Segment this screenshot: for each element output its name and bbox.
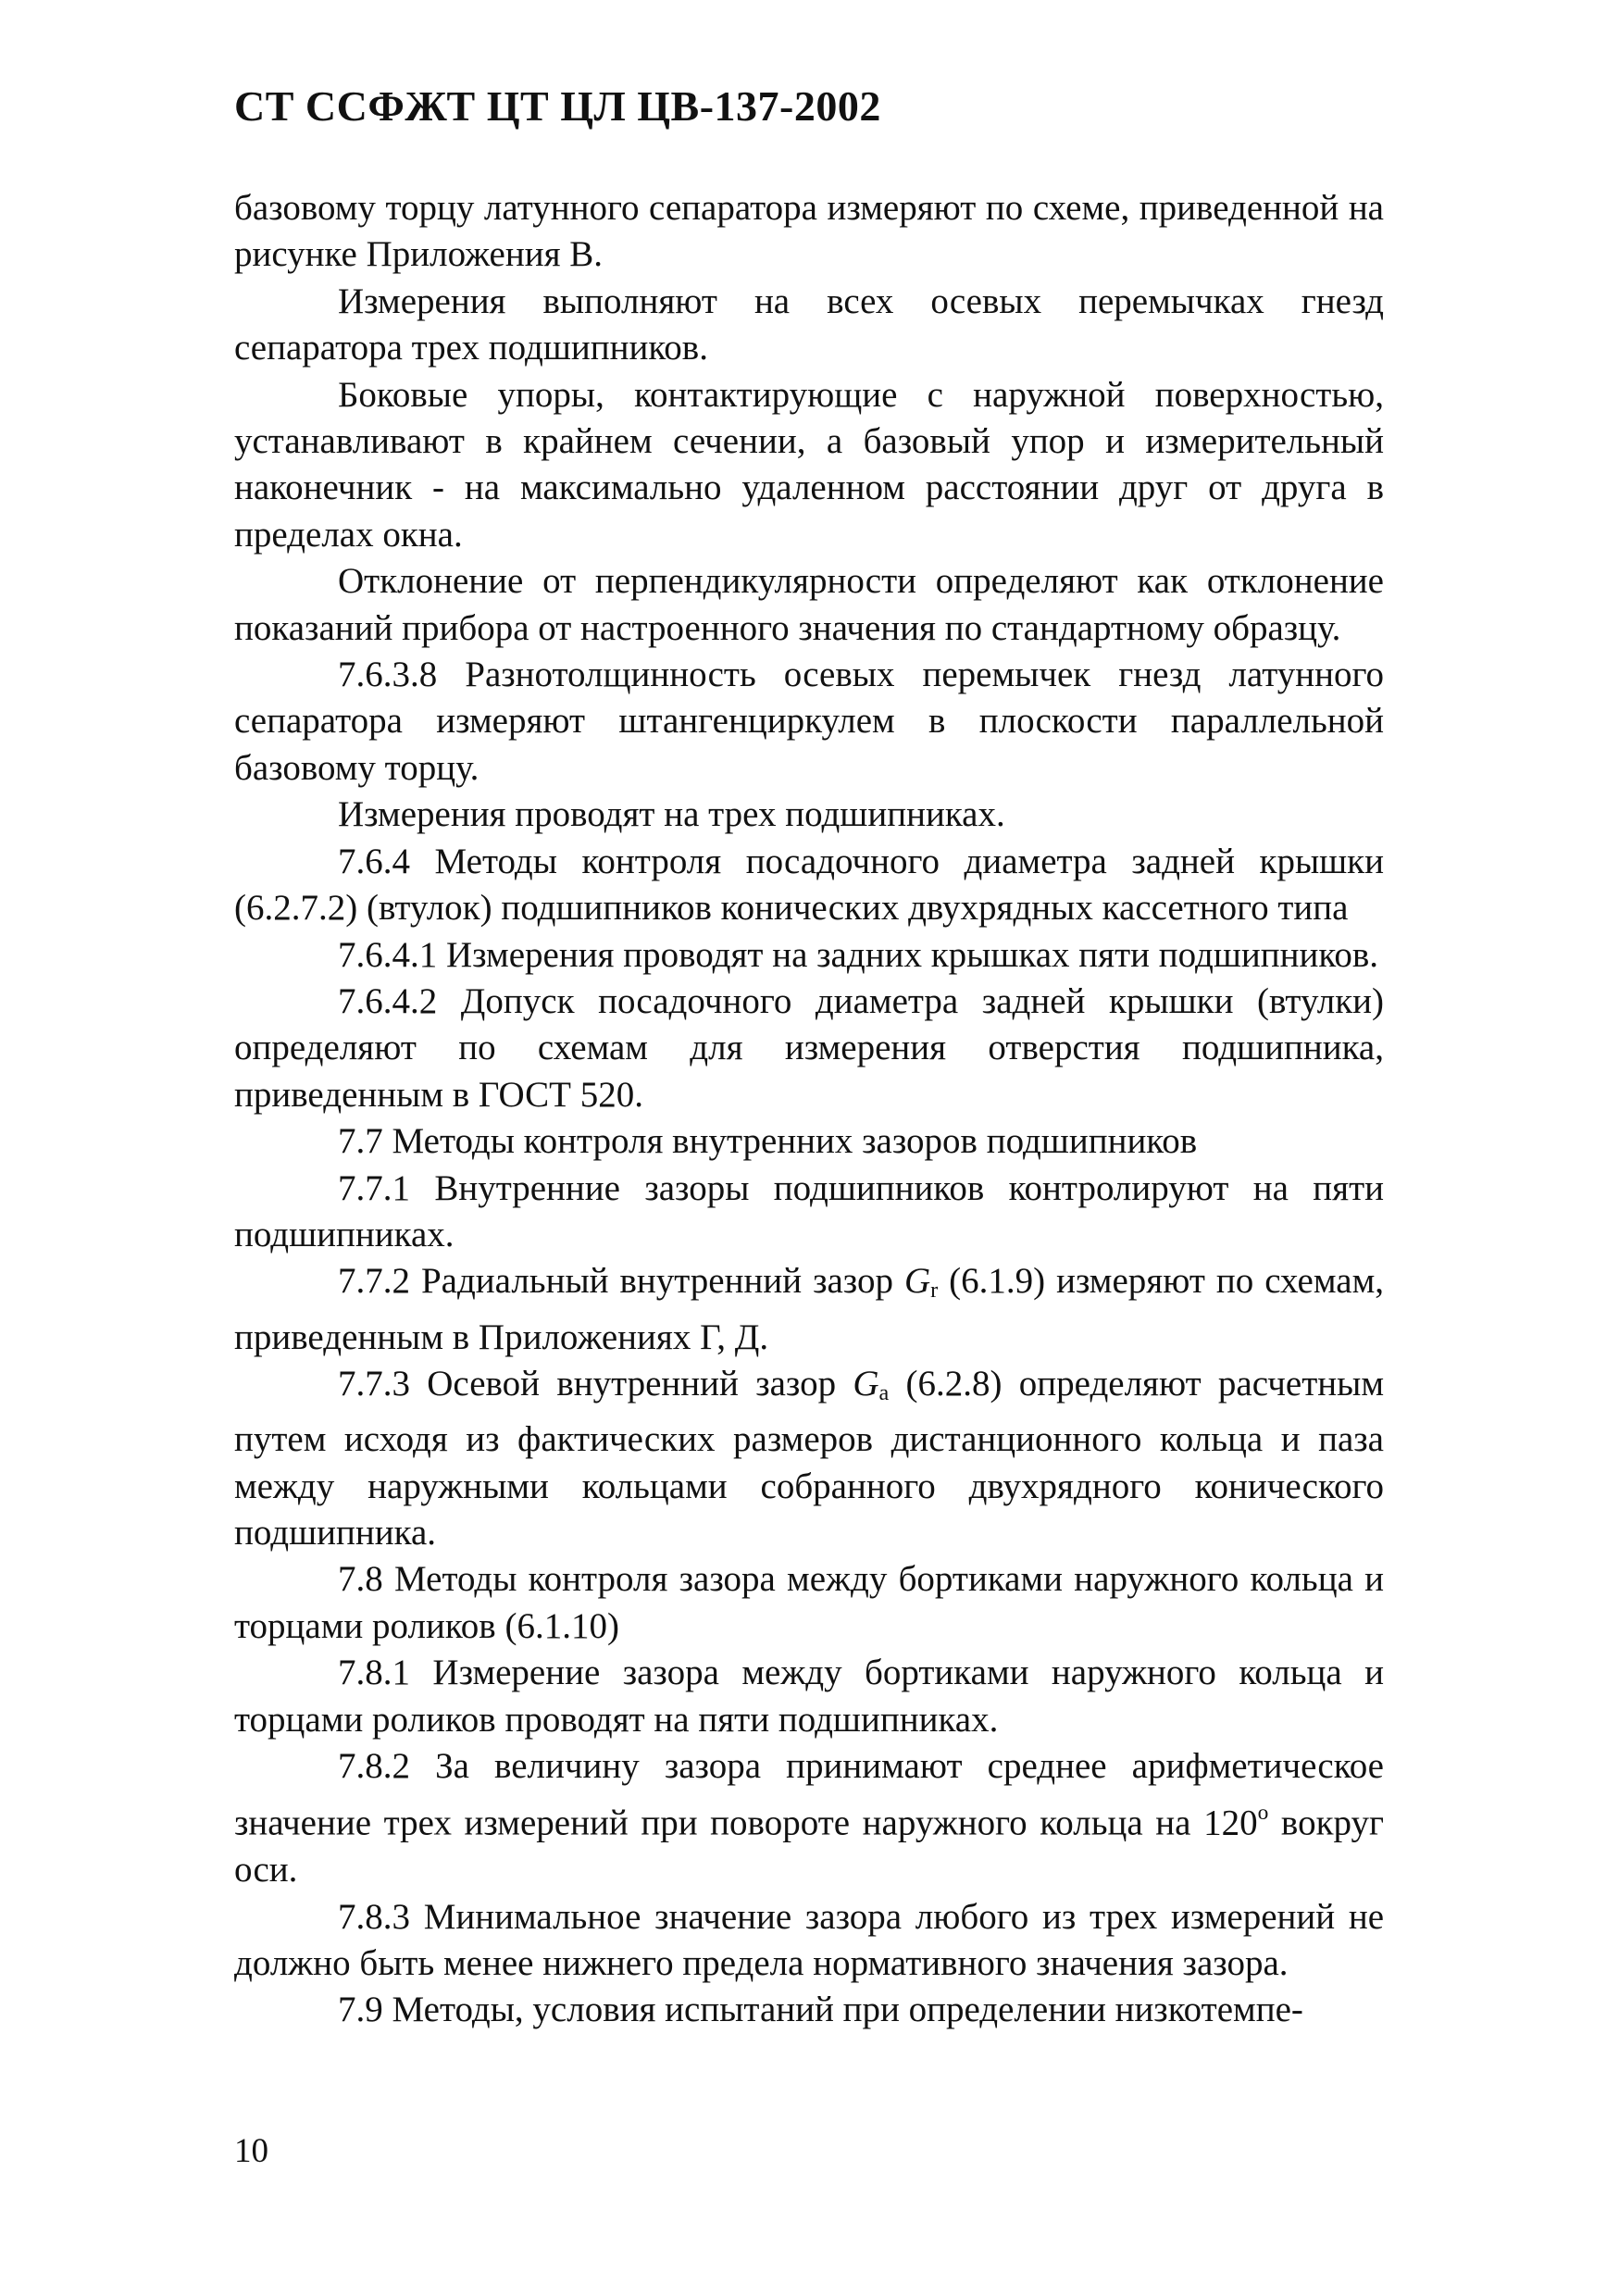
text-run: (6.2.8) определяют расчетным путем исходя из фактических размеров дистанционного кольца и паза между наружными кольцами собранного двухрядного конического подшипника. <box>234 1363 1384 1554</box>
paragraph-7-7-3 <box>234 1361 1384 1556</box>
paragraph-7-9: 7.9 Методы, условия испытаний при определении низкотемпе- <box>338 1990 1303 2030</box>
paragraph-7-6-3-8: 7.6.3.8 Разнотолщинность осевых перемычек гнезд латунного сепаратора измеряют штангенциркулем в плоскости параллельной базовому торцу. <box>234 655 1384 788</box>
paragraph-7-6-4-2: 7.6.4.2 Допуск посадочного диаметра задней крышки (втулки) определяют по схемам для измерения отверстия подшипника, приведенным в ГОСТ 520. <box>234 980 1384 1115</box>
paragraph-7-6-4: 7.6.4 Методы контроля посадочного диаметра задней крышки (6.2.7.2) (втулок) подшипников конических двухрядных кассетного типа <box>234 841 1384 929</box>
paragraph-7-8-1: 7.8.1 Измерение зазора между бортиками наружного кольца и торцами роликов проводят на пяти подшипниках. <box>234 1653 1384 1740</box>
paragraph: Отклонение от перпендикулярности определяют как отклонение показаний прибора от настроенного значения по стандартному образцу. <box>234 561 1384 648</box>
text-run: 7.8.2 За величину зазора принимают среднее арифметическое значение трех измерений при повороте наружного кольца на 120 <box>234 1746 1384 1843</box>
symbol-subscript: a <box>878 1379 890 1405</box>
paragraph-7-6-4-1: 7.6.4.1 Измерения проводят на задних крышках пяти подшипников. <box>338 934 1379 975</box>
text-run: (6.1.9) измеряют по схемам, приведенным в Приложениях Г, Д. <box>234 1261 1384 1357</box>
paragraph-7-8-2 <box>234 1743 1384 1894</box>
degree-superscript: o <box>1257 1801 1269 1826</box>
paragraph-7-8: 7.8 Методы контроля зазора между бортиками наружного кольца и торцами роликов (6.1.10) <box>234 1559 1384 1646</box>
paragraph-7-8-3: 7.8.3 Минимальное значение зазора любого из трех измерений не должно быть менее нижнего предела нормативного значения зазора. <box>234 1896 1384 1984</box>
paragraph: Боковые упоры, контактирующие с наружной поверхностью, устанавливают в крайнем сечении, а базовый упор и измерительный наконечник - на максимально удаленном расстоянии друг от друга в пределах окна. <box>234 374 1384 555</box>
paragraph-continuation: базовому торцу латунного сепаратора измеряют по схеме, приведенной на рисунке Приложения В. <box>234 188 1384 275</box>
paragraph-7-7-1: 7.7.1 Внутренние зазоры подшипников контролируют на пяти подшипниках. <box>234 1167 1384 1254</box>
document-body <box>234 185 1384 2034</box>
page-number: 10 <box>234 2132 268 2170</box>
text-run: 7.7.2 Радиальный внутренний зазор <box>338 1261 904 1302</box>
symbol-subscript: r <box>930 1278 939 1304</box>
paragraph: Измерения выполняют на всех осевых перемычках гнезд сепаратора трех подшипников. <box>234 281 1384 368</box>
axial-gap-symbol: G <box>853 1363 879 1404</box>
text-run: 7.7.3 Осевой внутренний зазор <box>338 1363 853 1404</box>
paragraph: Измерения проводят на трех подшипниках. <box>338 794 1005 835</box>
radial-gap-symbol: G <box>903 1261 931 1302</box>
paragraph-7-7-2 <box>234 1258 1384 1361</box>
paragraph-7-7: 7.7 Методы контроля внутренних зазоров подшипников <box>338 1121 1198 1162</box>
text-run: вокруг оси. <box>234 1803 1384 1890</box>
document-code-header: СТ ССФЖТ ЦТ ЦЛ ЦВ-137-2002 <box>234 82 881 130</box>
